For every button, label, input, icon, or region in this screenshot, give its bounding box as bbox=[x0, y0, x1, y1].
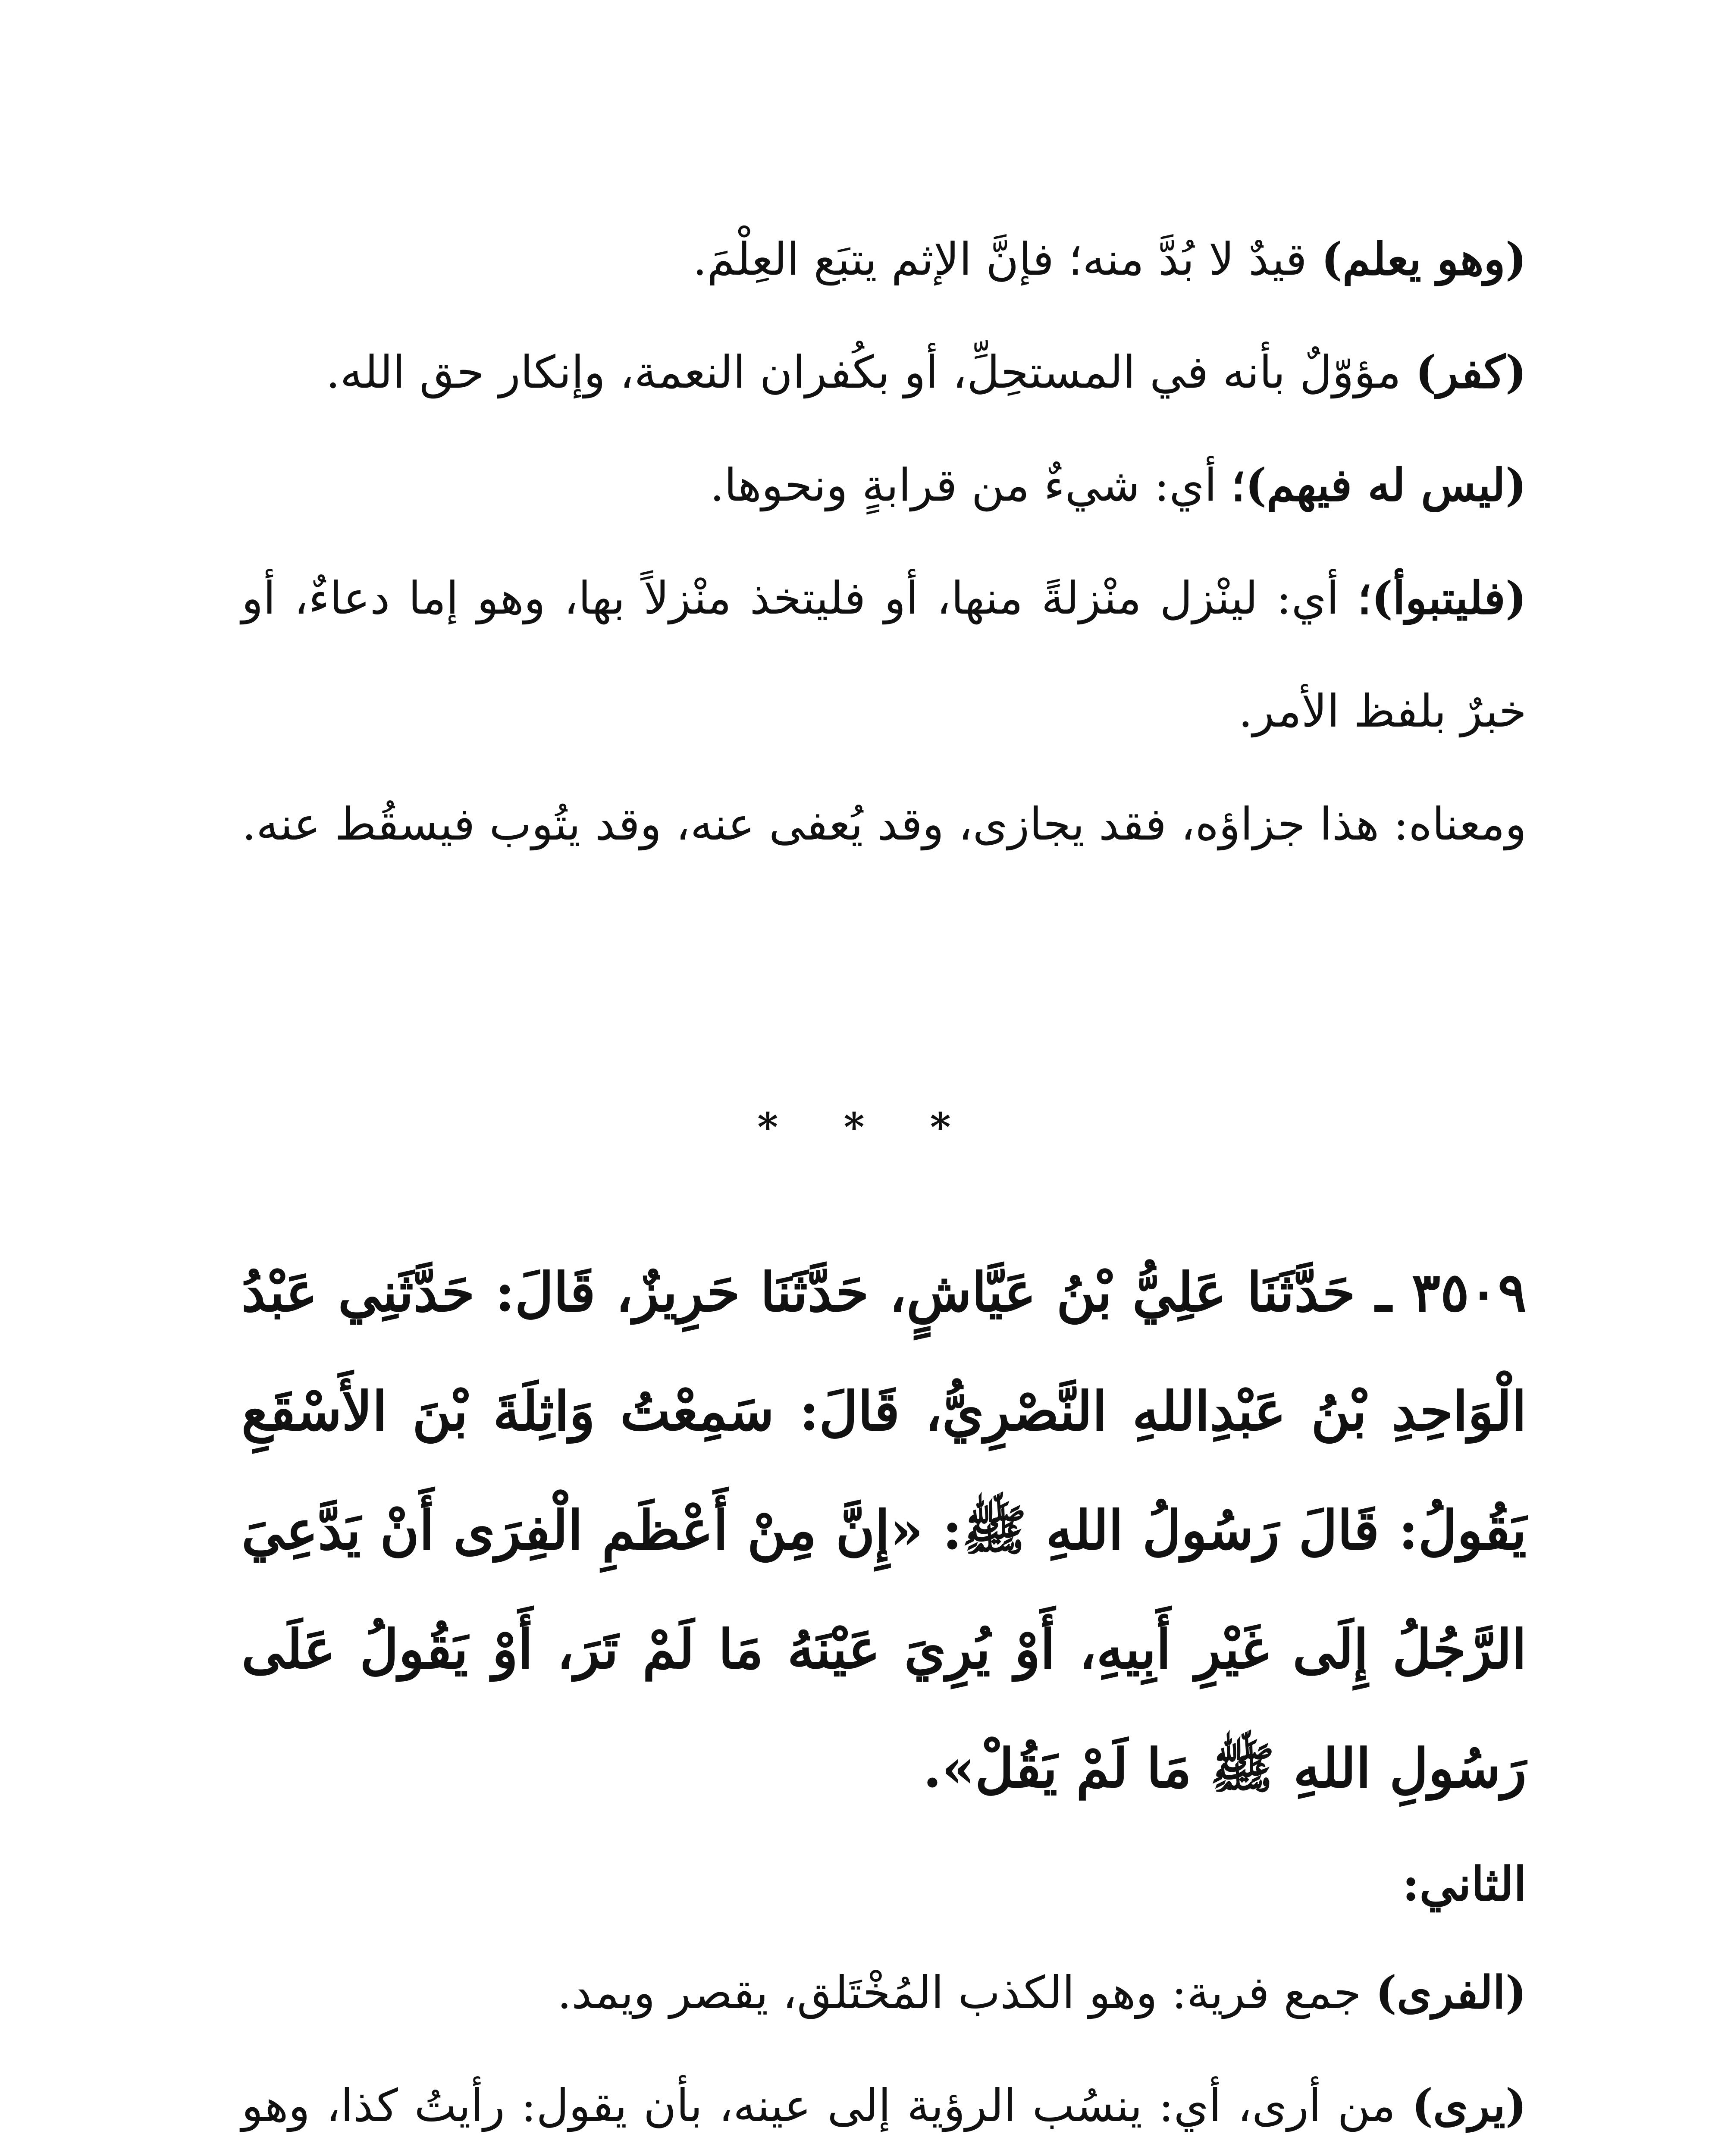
hadith-text: ٣٥٠٩ ـ حَدَّثَنَا عَلِيُّ بْنُ عَيَّاشٍ، حَدَّثَنَا حَرِيزٌ، قَالَ: حَدَّثَنِي عَبْدُ الْوَاحِدِ بْنُ عَبْدِاللهِ النَّصْرِيُّ، قَالَ: سَمِعْتُ وَاثِلَةَ بْنَ الأَسْقَعِ يَقُولُ: قَالَ رَسُولُ اللهِ ﷺ: «إِنَّ مِنْ أَعْظَمِ الْفِرَى أَنْ يَدَّعِيَ الرَّجُلُ إِلَى غَيْرِ أَبِيهِ، أَوْ يُرِيَ عَيْنَهُ مَا لَمْ تَرَ، أَوْ يَقُولُ عَلَى رَسُولِ اللهِ ﷺ مَا لَمْ يَقُلْ». bbox=[241, 1261, 1527, 1800]
commentary-paragraph bbox=[241, 768, 1527, 881]
commentary-term: (كفر) bbox=[1415, 345, 1527, 398]
section-separator: * * * bbox=[757, 1104, 977, 1150]
commentary-text: ومعناه: هذا جزاؤه، فقد يجازى، وقد يُعفى عنه، وقد يتُوب فيسقُط عنه. bbox=[241, 798, 1527, 850]
commentary-term: (وهو يعلم) bbox=[1321, 232, 1527, 285]
commentary-text: قيدٌ لا بُدَّ منه؛ فإنَّ الإثم يتبَع العِلْمَ. bbox=[693, 233, 1321, 285]
hadith-block bbox=[241, 1233, 1527, 1828]
commentary-text: أي: شيءٌ من قرابةٍ ونحوها. bbox=[710, 459, 1231, 511]
commentary-paragraph bbox=[241, 316, 1527, 429]
commentary-paragraph bbox=[241, 2049, 1527, 2156]
commentary-block-2 bbox=[241, 1841, 1527, 2156]
commentary-text: أي: لينْزل منْزلةً منها، أو فليتخذ منْزلاً بها، وهو إما دعاءٌ، أو خبرٌ بلفظ الأمر. bbox=[241, 572, 1527, 737]
section-heading: الثاني: bbox=[1402, 1857, 1527, 1912]
commentary-paragraph bbox=[241, 542, 1527, 768]
commentary-text: مؤوّلٌ بأنه في المستحِلِّ، أو بكُفران النعمة، وإنكار حق الله. bbox=[326, 346, 1416, 398]
commentary-paragraph bbox=[241, 203, 1527, 316]
commentary-text: جمع فرية: وهو الكذب المُخْتَلق، يقصر ويمد. bbox=[557, 1966, 1376, 2019]
commentary-term: (فليتبوأ)؛ bbox=[1357, 571, 1527, 624]
commentary-paragraph bbox=[241, 1936, 1527, 2049]
commentary-block-1 bbox=[241, 203, 1527, 881]
commentary-paragraph bbox=[241, 429, 1527, 542]
commentary-term: (ليس له فيهم)؛ bbox=[1231, 458, 1527, 511]
commentary-term: (يرى) bbox=[1411, 2079, 1527, 2132]
commentary-term: (الفرى) bbox=[1375, 1966, 1527, 2019]
commentary-text: من أرى، أي: ينسُب الرؤية إلى عينه، بأن يقول: رأيتُ كذا، وهو bbox=[241, 2079, 1396, 2132]
